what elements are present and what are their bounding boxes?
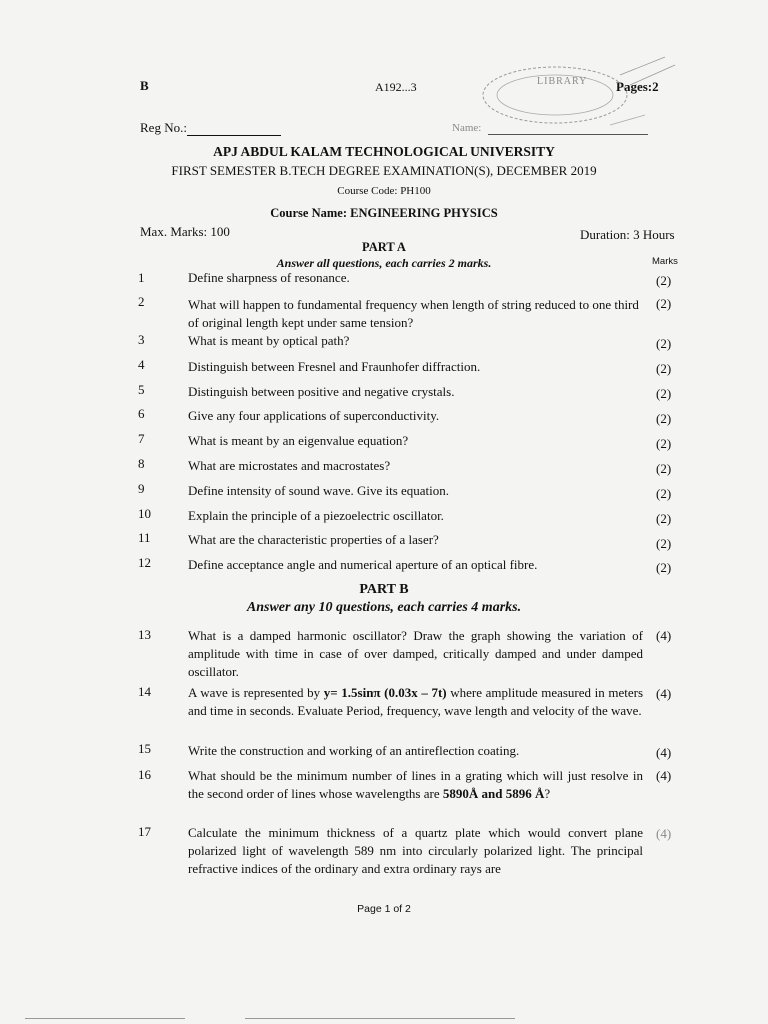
- question-text: Write the construction and working of an antireflection coating.: [188, 743, 520, 758]
- question-number: 17: [138, 824, 151, 839]
- page-number: Page 1 of 2: [357, 903, 411, 915]
- question-text: Define sharpness of resonance.: [188, 270, 350, 285]
- pages-count: Pages:2: [616, 79, 659, 94]
- question-text: Define acceptance angle and numerical aperture of an optical fibre.: [188, 557, 538, 572]
- library-stamp: [470, 55, 680, 135]
- stamp-text: LIBRARY: [537, 76, 588, 87]
- question-marks: (4): [656, 826, 672, 841]
- question-number: 13: [138, 627, 151, 642]
- question-text: Distinguish between positive and negative crystals.: [188, 384, 455, 399]
- question-number: 15: [138, 741, 151, 756]
- question-marks: (2): [656, 411, 672, 426]
- name-label: Name:: [452, 122, 482, 134]
- question-text: What are microstates and macrostates?: [188, 458, 391, 473]
- question-text: Distinguish between Fresnel and Fraunhofer diffraction.: [188, 359, 481, 374]
- university-name: APJ ABDUL KALAM TECHNOLOGICAL UNIVERSITY: [213, 144, 555, 159]
- question-text: What is meant by optical path?: [188, 333, 350, 348]
- part-a-title: PART A: [362, 240, 406, 254]
- question-text: Explain the principle of a piezoelectric oscillator.: [188, 508, 444, 523]
- question-text: Define intensity of sound wave. Give its equation.: [188, 483, 450, 498]
- qp-code: A192...3: [375, 80, 417, 94]
- question-marks: (2): [656, 511, 672, 526]
- question-marks: (2): [656, 536, 672, 551]
- question-marks: (2): [656, 560, 672, 575]
- question-text: What is a damped harmonic oscillator? Draw the graph showing the variation of amplitude with time in case of over damped, critically damped and under damped oscillator.: [188, 628, 643, 679]
- question-marks: (4): [656, 628, 672, 643]
- question-number: 10: [138, 506, 151, 521]
- question-text: What is meant by an eigenvalue equation?: [188, 433, 409, 448]
- question-number: 7: [138, 431, 145, 446]
- part-b-instruction: Answer any 10 questions, each carries 4 marks.: [246, 600, 522, 615]
- wave-equation: y= 1.5sinπ (0.03x – 7t): [323, 685, 447, 700]
- question-text: Calculate the minimum thickness of a quartz plate which would convert plane polarized light of wavelength 589 nm into circularly polarized light. The principal refractive indices of the ordinary and extra ordinary rays are: [188, 825, 643, 876]
- question-number: 4: [138, 357, 145, 372]
- question-marks: (4): [656, 768, 672, 783]
- wavelengths: 5890Å and 5896 Å: [442, 786, 545, 801]
- question-number: 5: [138, 382, 145, 397]
- question-number: 16: [138, 767, 151, 782]
- reg-no-field: [140, 120, 281, 136]
- question-marks: (2): [656, 436, 672, 451]
- question-marks: (2): [656, 336, 672, 351]
- question-number: 2: [138, 294, 145, 309]
- question-text-prefix: What should be the minimum number of lines in a grating which will just resolve in the second order of lines whose wavelengths are: [188, 768, 643, 801]
- question-text: [188, 767, 643, 803]
- question-text: What are the characteristic properties of a laser?: [188, 532, 439, 547]
- question-text-suffix: where amplitude measured in meters and time in seconds. Evaluate Period, frequency, wave length and velocity of the wave.: [188, 685, 644, 718]
- question-text-suffix: ?: [544, 786, 551, 801]
- course-code: Course Code: PH100: [337, 185, 431, 197]
- name-blank: [488, 134, 648, 135]
- question-number: 11: [138, 530, 151, 545]
- reg-no-label: Reg No.:: [140, 120, 187, 135]
- question-text: [188, 684, 643, 720]
- question-number: 8: [138, 456, 145, 471]
- question-number: 14: [138, 684, 151, 699]
- marks-header: Marks: [652, 256, 678, 267]
- question-marks: (4): [656, 745, 672, 760]
- course-name: Course Name: ENGINEERING PHYSICS: [270, 206, 498, 220]
- question-text: What will happen to fundamental frequency when length of string reduced to one third of original length kept under same tension?: [188, 297, 639, 330]
- question-number: 6: [138, 406, 145, 421]
- question-number: 9: [138, 481, 145, 496]
- set-letter: B: [140, 78, 149, 93]
- question-marks: (2): [656, 461, 672, 476]
- exam-title: FIRST SEMESTER B.TECH DEGREE EXAMINATION(S), DECEMBER 2019: [171, 163, 597, 178]
- question-marks: (2): [656, 296, 672, 311]
- question-text: Give any four applications of superconductivity.: [188, 408, 440, 423]
- question-number: 1: [138, 270, 145, 285]
- max-marks: Max. Marks: 100: [140, 224, 230, 239]
- question-text-prefix: A wave is represented by: [188, 685, 324, 700]
- part-a-instruction: Answer all questions, each carries 2 marks.: [276, 256, 492, 270]
- part-b-title: PART B: [359, 582, 409, 597]
- question-marks: (2): [656, 486, 672, 501]
- question-number: 3: [138, 332, 145, 347]
- duration: Duration: 3 Hours: [580, 227, 675, 242]
- reg-no-blank: [187, 123, 281, 136]
- question-number: 12: [138, 555, 151, 570]
- question-marks: (2): [656, 386, 672, 401]
- question-marks: (4): [656, 686, 672, 701]
- bottom-rule-right: [245, 1018, 515, 1019]
- question-marks: (2): [656, 361, 672, 376]
- question-marks: (2): [656, 273, 672, 288]
- bottom-rule-left: [25, 1018, 185, 1019]
